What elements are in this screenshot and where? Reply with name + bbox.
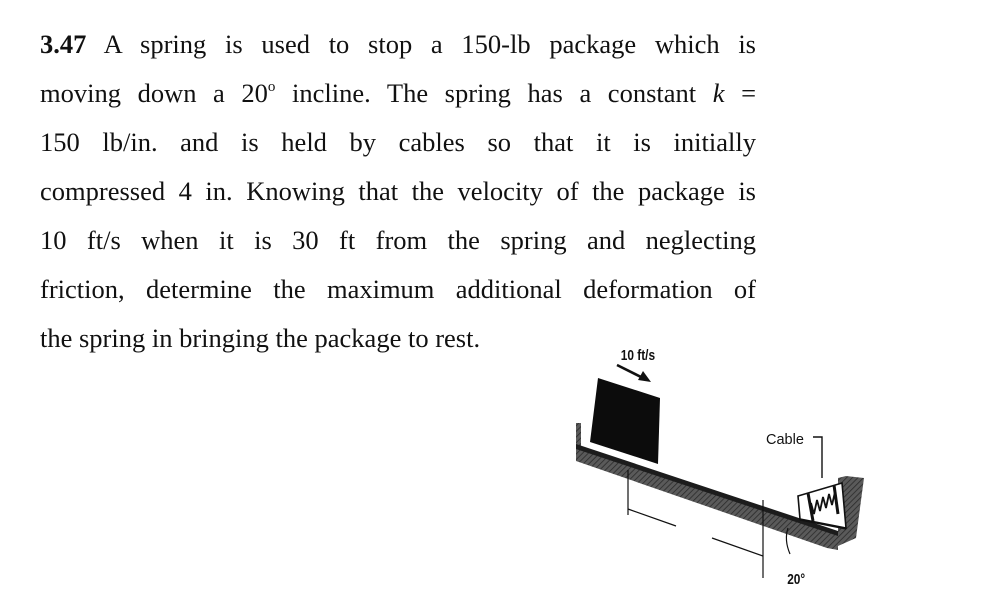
degree-mark: o — [267, 79, 276, 95]
equals-sign: = — [724, 78, 757, 108]
problem-number: 3.47 — [40, 29, 87, 59]
problem-line-6: friction, determine the maximum additional deformation of — [40, 274, 756, 304]
incline-diagram — [560, 330, 880, 595]
velocity-arrowhead — [638, 371, 651, 382]
velocity-label: 10 ft/s — [620, 346, 656, 364]
cable-label: Cable — [766, 432, 804, 448]
spring-constant-symbol: k — [712, 78, 725, 108]
problem-line-1 — [40, 20, 756, 69]
problem-line-4: compressed 4 in. Knowing that the velocity of the package is — [40, 176, 756, 206]
problem-line-3: 150 lb/in. and is held by cables so that it is initially — [40, 127, 756, 157]
dimension-line-left — [628, 509, 676, 526]
problem-line-2 — [40, 69, 756, 118]
angle-label: 20° — [787, 570, 806, 588]
dimension-line-right — [712, 538, 763, 556]
incline-figure — [560, 330, 880, 595]
problem-text — [40, 20, 756, 363]
problem-line-5: 10 ft/s when it is 30 ft from the spring and neglecting — [40, 225, 756, 255]
problem-line-2-text: incline. The spring has a constant — [292, 78, 697, 108]
incline-surface — [576, 444, 838, 536]
problem-line-2-prefix: moving down a 20 — [40, 78, 268, 108]
problem-line-1-text: A spring is used to stop a 150-lb package which is — [86, 29, 756, 59]
cable-line — [813, 437, 822, 478]
problem-line-7: the spring in bringing the package to rest. — [40, 323, 481, 353]
package-box — [590, 378, 660, 464]
